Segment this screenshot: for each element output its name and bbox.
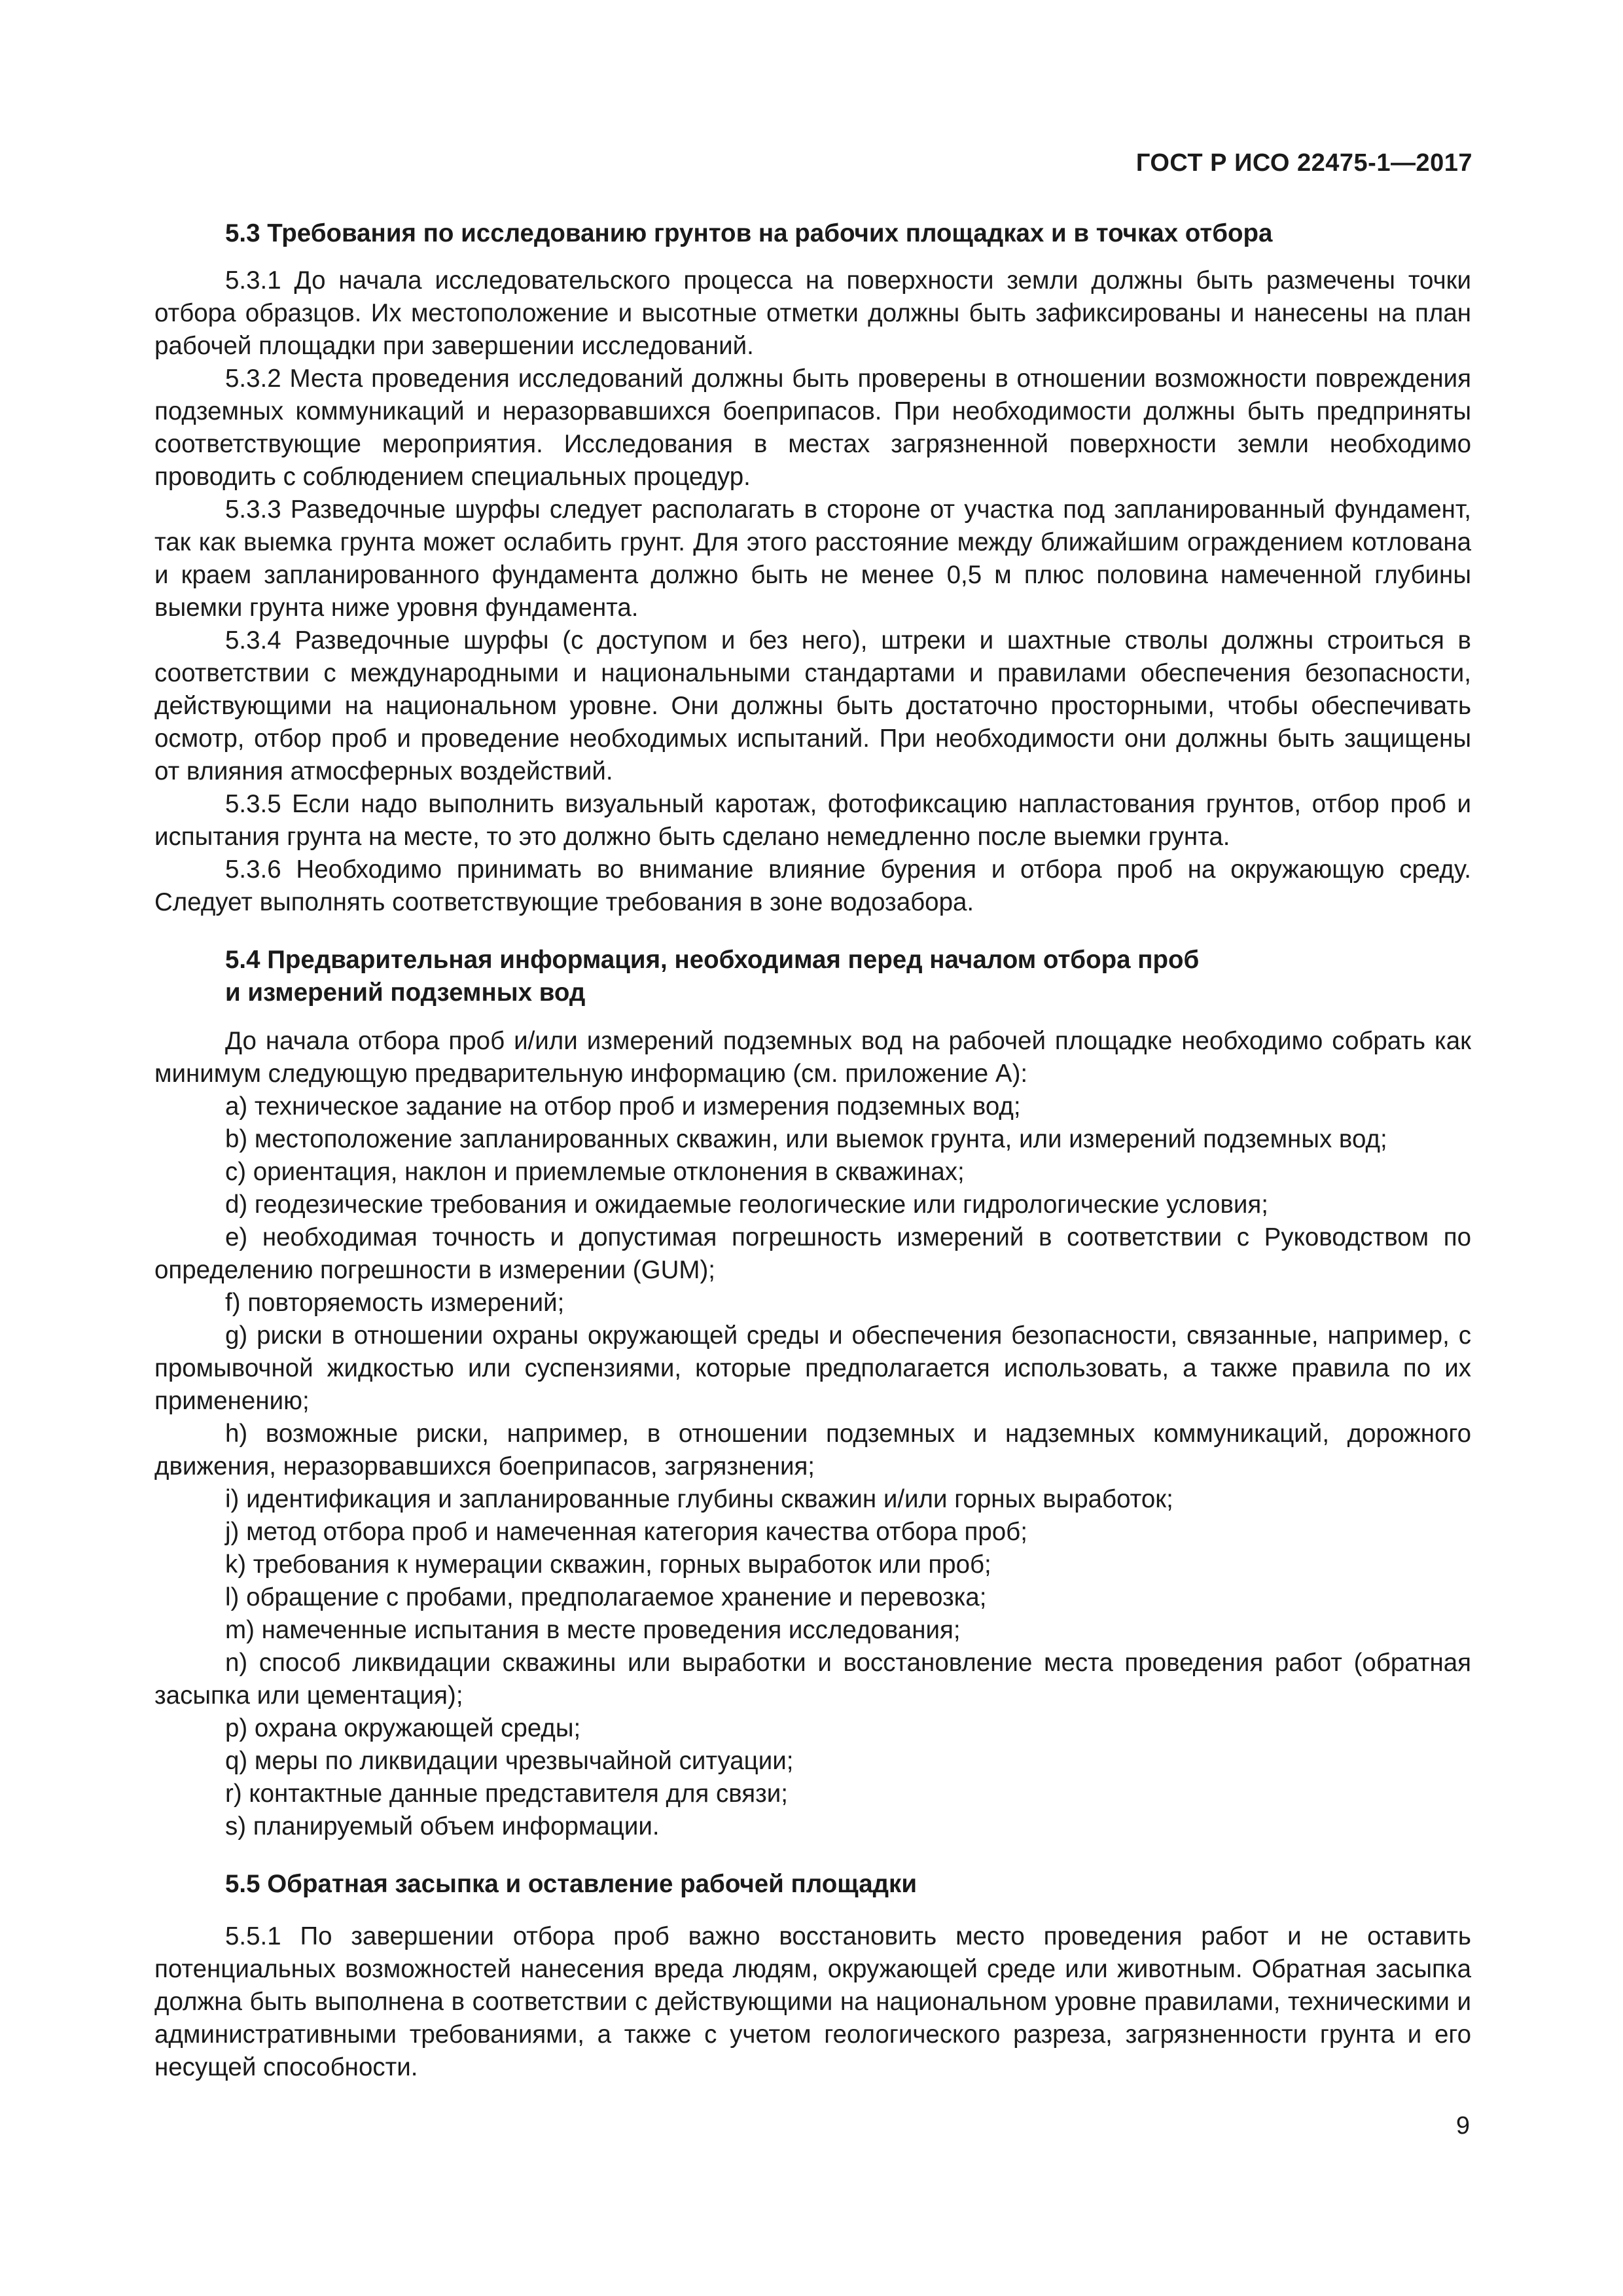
paragraph-5-3-2: 5.3.2 Места проведения исследований должны быть проверены в отношении возможности повреждения подземных коммуникаций и неразорвавшихся боеприпасов. При необходимости должны быть предприняты соответствующие мероприятия. Исследования в местах загрязненной поверхности земли необходимо проводить с соблюдением специальных процедур.	[154, 365, 1471, 491]
section-5-3-title: 5.3 Требования по исследованию грунтов на рабочих площадках и в точках отбора	[225, 219, 1273, 247]
list-item-s: s) планируемый объем информации.	[225, 1812, 660, 1840]
list-item-f: f) повторяемость измерений;	[225, 1289, 565, 1317]
section-5-4-intro: До начала отбора проб и/или измерений подземных вод на рабочей площадке необходимо собрать как минимум следующую предварительную информацию (см. приложение А):	[154, 1027, 1471, 1088]
page-content	[154, 217, 1471, 2084]
list-item-p: p) охрана окружающей среды;	[225, 1714, 581, 1742]
list-item-h: h) возможные риски, например, в отношении подземных и надземных коммуникаций, дорожного движения, неразорвавшихся боеприпасов, загрязнения;	[154, 1420, 1471, 1480]
paragraph-5-3-3: 5.3.3 Разведочные шурфы следует располагать в стороне от участка под запланированный фундамент, так как выемка грунта может ослабить грунт. Для этого расстояние между ближайшим ограждением котлована и краем запланированного фундамента должно быть не менее 0,5 м плюс половина намеченной глубины выемки грунта ниже уровня фундамента.	[154, 495, 1471, 622]
standard-code-header: ГОСТ Р ИСО 22475-1—2017	[1135, 149, 1472, 177]
paragraph-5-3-5: 5.3.5 Если надо выполнить визуальный каротаж, фотофиксацию напластования грунтов, отбор проб и испытания грунта на месте, то это должно быть сделано немедленно после выемки грунта.	[154, 790, 1471, 851]
section-5-4-title	[154, 944, 1471, 1009]
list-item-g: g) риски в отношении охраны окружающей среды и обеспечения безопасности, связанные, например, с промывочной жидкостью или суспензиями, которые предполагается использовать, а также правила по их применению;	[154, 1321, 1471, 1415]
list-item-m: m) намеченные испытания в месте проведения исследования;	[225, 1616, 961, 1644]
list-item-k: k) требования к нумерации скважин, горных выработок или проб;	[225, 1551, 991, 1579]
page-number: 9	[1455, 2112, 1470, 2140]
paragraph-5-3-4: 5.3.4 Разведочные шурфы (с доступом и без него), штреки и шахтные стволы должны строиться в соответствии с международными и национальными стандартами и правилами обеспечения безопасности, действующими на национальном уровне. Они должны быть достаточно просторными, чтобы обеспечивать осмотр, отбор проб и проведение необходимых испытаний. При необходимости они должны быть защищены от влияния атмосферных воздействий.	[154, 626, 1471, 785]
paragraph-5-3-1: 5.3.1 До начала исследовательского процесса на поверхности земли должны быть размечены точки отбора образцов. Их местоположение и высотные отметки должны быть зафиксированы и нанесены на план рабочей площадки при завершении исследований.	[154, 266, 1471, 360]
list-item-e: e) необходимая точность и допустимая погрешность измерений в соответствии с Руководством по определению погрешности в измерении (GUM);	[154, 1223, 1471, 1284]
paragraph-5-3-6: 5.3.6 Необходимо принимать во внимание влияние бурения и отбора проб на окружающую среду. Следует выполнять соответствующие требования в зоне водозабора.	[154, 855, 1471, 916]
list-item-i: i) идентификация и запланированные глубины скважин и/или горных выработок;	[225, 1485, 1173, 1513]
section-5-4-title-line-2: и измерений подземных вод	[225, 978, 586, 1007]
list-item-j: j) метод отбора проб и намеченная категория качества отбора проб;	[225, 1518, 1027, 1546]
list-item-a: a) техническое задание на отбор проб и измерения подземных вод;	[225, 1092, 1021, 1121]
list-item-b: b) местоположение запланированных скважин, или выемок грунта, или измерений подземных вод;	[225, 1125, 1387, 1153]
list-item-r: r) контактные данные представителя для связи;	[225, 1780, 788, 1808]
list-item-c: c) ориентация, наклон и приемлемые отклонения в скважинах;	[225, 1158, 965, 1186]
list-item-d: d) геодезические требования и ожидаемые геологические или гидрологические условия;	[225, 1191, 1268, 1219]
list-item-l: l) обращение с пробами, предполагаемое хранение и перевозка;	[225, 1583, 987, 1611]
paragraph-5-5-1: 5.5.1 По завершении отбора проб важно восстановить место проведения работ и не оставить потенциальных возможностей нанесения вреда людям, окружающей среде или животным. Обратная засыпка должна быть выполнена в соответствии с действующими на национальном уровне правилами, техническими и административными требованиями, а также с учетом геологического разреза, загрязненности грунта и его несущей способности.	[154, 1922, 1471, 2081]
list-item-n: n) способ ликвидации скважины или выработки и восстановление места проведения работ (обратная засыпка или цементация);	[154, 1649, 1471, 1710]
section-5-4-title-line-1: 5.4 Предварительная информация, необходимая перед началом отбора проб	[225, 946, 1200, 974]
section-5-5-title: 5.5 Обратная засыпка и оставление рабочей площадки	[225, 1870, 917, 1898]
list-item-q: q) меры по ликвидации чрезвычайной ситуации;	[225, 1747, 794, 1775]
